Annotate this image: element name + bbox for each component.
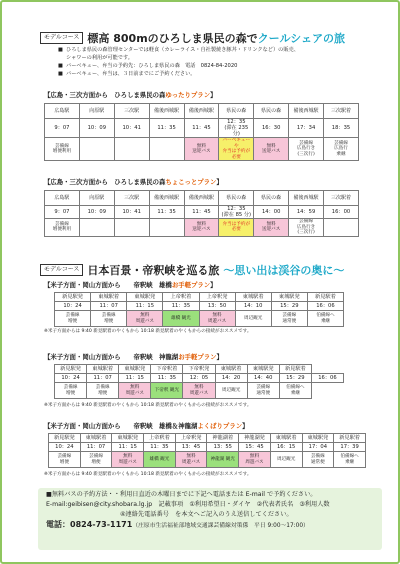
bullet-square-icon: ■ [58,47,63,53]
section-1-bullets [58,46,358,78]
model-course-badge: モデルコース [40,264,83,276]
section-2-title-accent: ～思い出は渓谷の奥に～ [223,264,345,277]
section-2-title [40,262,344,278]
plan-3-heading: 【米子方面・岡山方面から 帝釈峡 雄橋お手軽プラン】 [44,281,217,289]
plan-4-heading: 【米子方面・岡山方面から 帝釈峡 神龍湖お手軽プラン】 [44,353,223,361]
plan-5-timetable: 新見駅発 東城駅着 東城駅発 上帝釈着 上帝釈発 神龍湖着 神龍湖発 東城駅着 東城駅発 新見駅着 10：24 11：07 11：15 11：35 13：45 13：55 15：45 16：15 17：04 17：39 芸備線 増便 芸備線 増便 無料 周遊バス 雄橋 観光 無料 周遊バス 神龍湖 観光 無料 周遊バス 周辺観光 芸備線 通常便 伯備線へ 乗継 [48,433,366,468]
bullet-square-icon: ■ [58,71,63,77]
plan-2-timetable: 広島駅 向原駅 三次駅 備後西城駅 備後西城駅 県民の森 県民の森 備後西城駅 三次駅着 9：07 10：09 10：41 11：35 11：45 12：35 (滞在 85 分) 14：00 14：59 16：00 芸備線 増便利用 無料 送迎バス 弁当は予約が 必要 無料 送迎バス 芸備線 広島行き (三次行) [44,190,359,237]
contact-line-1: ■無料バスの予約方法・・利用日直近の木曜日までに下記へ電話または E-mail で予約ください。 [46,491,317,498]
contact-phone: 電話：0824-73-1171（庄原市生活福祉部地域交通課芸備線対策係 平日 9:00～17:00） [46,520,309,529]
plan-5-footnote: ※米子方面からは 9:40 新見駅着のやくもから 10:18 新見駅着のやくもからの接続がおススメです。 [44,472,252,477]
contact-line-3: ④連絡先電話番号 を本文へご記入のうえ送信してください。 [120,511,293,518]
plan-3-timetable: 新見駅発 東城駅着 東城駅発 上帝釈着 上帝釈発 東城駅着 東城駅発 新見駅着 10：24 11：07 11：15 11：35 13：50 14：10 15：29 16：06 芸備線 増便 芸備線 増便 無料 周遊バス 雄橋 観光 無料 周遊バス 周辺観光 芸備線 通常便 伯備線へ 乗継 [54,292,344,327]
plan-4-footnote: ※米子方面からは 9:40 新見駅着のやくもから 10:18 新見駅着のやくもからの接続がおススメです。 [44,403,252,408]
bullet-item: ■ バーベキュー、弁当の予約先：ひろしま県民の森 電話 0824-84-2020 [58,63,238,69]
bullet-square-icon: ■ [58,63,63,69]
section-1-title [40,30,345,46]
plan-1-heading: 【広島・三次方面から ひろしま県民の森ゆったりプラン】 [44,91,217,99]
contact-box [38,488,382,550]
bullet-item: ■ バーベキュー、弁当は、３日前までにご予約ください。 [58,71,196,77]
bullet-item: シャワーの利用が可能です。 [66,55,133,61]
model-course-badge: モデルコース [40,32,83,44]
plan-4-timetable: 新見駅発 東城駅着 東城駅発 下帝釈着 下帝釈発 東城駅着 東城駅発 新見駅着 10：24 11：07 11：15 11：35 12：05 14：20 14：40 15：29 16：06 芸備線 増便 芸備線 増便 無料 周遊バス 下帝釈 観光 無料 周遊バス 周辺観光 芸備線 通常便 伯備線へ 乗継 [54,364,344,399]
section-1-title-accent: クールシェアの旅 [257,32,345,45]
bullet-item: ■ ひろしま県民の森管理センターでは軽食（カレーライス・自社製焼き豚丼・ドリンクなど）の販売、 [58,47,299,53]
section-2-title-main: 日本百景・帝釈峡を巡る旅 [87,264,220,277]
plan-2-heading: 【広島・三次方面から ひろしま県民の森ちょこっとプラン】 [44,178,223,186]
plan-3-footnote: ※米子方面からは 9:40 新見駅着のやくもから 10:18 新見駅着のやくもからの接続がおススメです。 [44,329,252,334]
plan-1-timetable: 広島駅 向原駅 三次駅 備後西城駅 備後西城駅 県民の森 県民の森 備後西城駅 三次駅着 9：07 10：09 10：41 11：35 11：45 12：35 (滞在 235 分) 16：30 17：34 18：35 芸備線 増便利用 無料 送迎バス バーベキュー や 弁当は予約が必要 無料 送迎バス 芸備線 広島行き (三次行) 芸備線 広島行 乗継 [44,103,359,161]
section-1-title-main: 標高 800mのひろしま県民の森で [87,32,258,45]
contact-line-2: E-mail:geibisen@city.shobara.lg.jp 記載事項 ①利用希望日・ダイヤ ②代表者氏名 ③利用人数 [46,501,330,508]
plan-5-heading: 【米子方面・岡山方面から 帝釈峡 雄橋＆神龍湖よくばりプラン】 [44,422,249,430]
